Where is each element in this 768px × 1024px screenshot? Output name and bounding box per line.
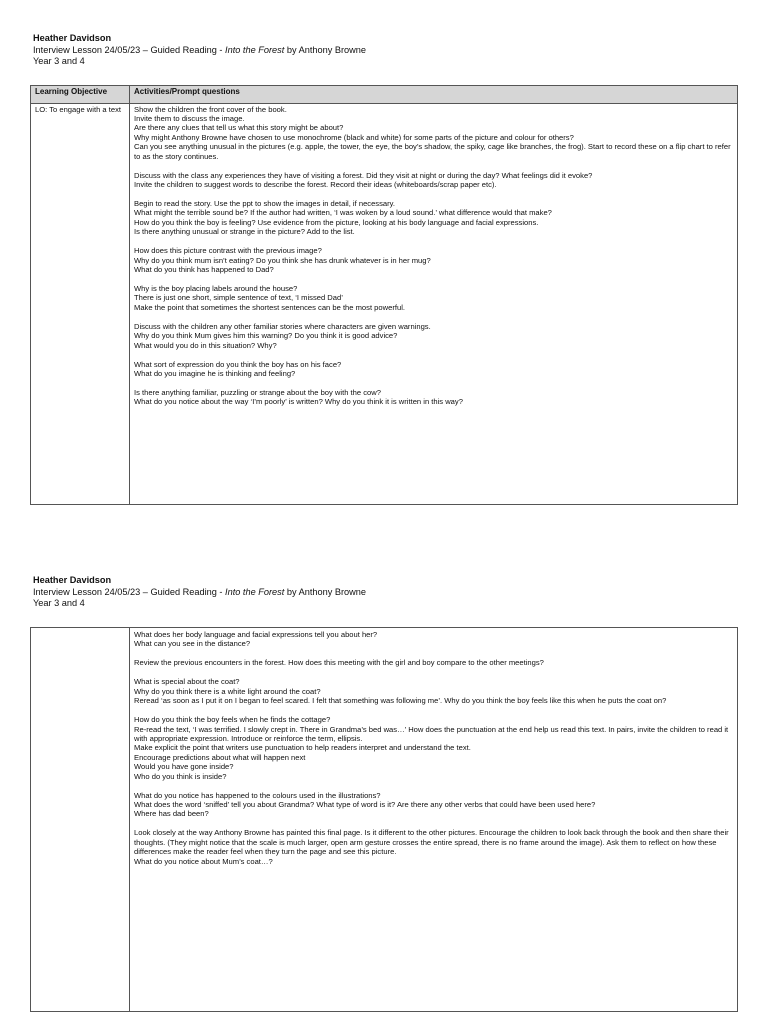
- page-1-header: [33, 33, 366, 68]
- learning-objective-header: Learning Objective: [31, 86, 130, 104]
- prompt-line: Show the children the front cover of the book.: [134, 104, 287, 114]
- paragraph-gap: [134, 781, 733, 791]
- paragraph-gap: [134, 668, 733, 678]
- author-name: Heather Davidson: [33, 575, 112, 585]
- prompt-line: Why do you think mum isn’t eating? Do you think she has drunk whatever is in her mug?: [134, 255, 431, 265]
- prompt-line: Would you have gone inside?: [134, 762, 234, 772]
- lesson-table-page-1: [30, 85, 738, 505]
- prompt-line: Encourage predictions about what will happen next: [134, 752, 306, 762]
- prompt-line: Invite them to discuss the image.: [134, 113, 245, 123]
- prompt-line: Can you see anything unusual in the pictures (e.g. apple, the tower, the eye, the boy’s shadow, the spiky, cage like branches, the frog). Start to record these on a flip chart to refer to as the story continues.: [134, 142, 731, 161]
- prompt-line: What does her body language and facial expressions tell you about her?: [134, 630, 378, 639]
- paragraph-gap: [134, 819, 733, 829]
- prompt-line: Begin to read the story. Use the ppt to show the images in detail, if necessary.: [134, 199, 395, 208]
- prompt-line: What is special about the coat?: [134, 677, 240, 687]
- prompt-line: How does this picture contrast with the previous image?: [134, 246, 322, 256]
- prompt-line: Look closely at the way Anthony Browne has painted this final page. Is it different to the other pictures. Encourage the children to look back through the book and then share their thoughts. (They might notice that the scale is much larger, open arm gesture crosses the entire spread, there is no frame around the image). Ask them to reflect on how these differences make the reader feel when they turn the page and see this picture.: [134, 828, 729, 857]
- prompt-line: What sort of expression do you think the boy has on his face?: [134, 359, 342, 369]
- book-title: Into the Forest: [225, 586, 285, 597]
- lesson-title: Interview Lesson 24/05/23 – Guided Reading - Into the Forest by Anthony Browne: [33, 586, 367, 597]
- lesson-table-page-2: [30, 627, 738, 1012]
- prompt-line: Is there anything unusual or strange in the picture? Add to the list.: [134, 227, 355, 237]
- prompt-line: Invite the children to suggest words to describe the forest. Record their ideas (whiteboards/scrap paper etc).: [134, 180, 497, 189]
- paragraph-gap: [134, 649, 733, 659]
- prompt-line: How do you think the boy feels when he finds the cottage?: [134, 715, 331, 725]
- prompt-line: Review the previous encounters in the forest. How does this meeting with the girl and boy compare to the other meetings?: [134, 658, 544, 668]
- prompt-line: How do you think the boy is feeling? Use evidence from the picture, looking at his body language and facial expressions.: [134, 217, 539, 227]
- prompt-line: Why might Anthony Browne have chosen to use monochrome (black and white) for some parts of the picture and colour for others?: [134, 132, 574, 142]
- paragraph-gap: [134, 274, 733, 284]
- prompt-line: Where has dad been?: [134, 809, 209, 819]
- prompt-line: Make explicit the point that writers use punctuation to help readers interpret and understand the text.: [134, 743, 471, 753]
- prompt-line: What do you imagine he is thinking and feeling?: [134, 369, 296, 379]
- paragraph-gap: [134, 312, 733, 322]
- learning-objective-cell: [31, 103, 130, 504]
- prompt-line: What does the word ‘sniffed’ tell you about Grandma? What type of word is it? Are there any other verbs that could have been used here?: [134, 800, 596, 810]
- prompt-line: Make the point that sometimes the shortest sentences can be the most powerful.: [134, 302, 405, 312]
- year-group: Year 3 and 4: [33, 56, 85, 67]
- prompt-line: Discuss with the children any other familiar stories where characters are given warnings.: [134, 321, 431, 331]
- prompt-line: What do you think has happened to Dad?: [134, 265, 274, 275]
- prompt-line: What can you see in the distance?: [134, 639, 251, 649]
- paragraph-gap: [134, 161, 733, 171]
- prompt-line: Why is the boy placing labels around the house?: [134, 284, 298, 294]
- table-row: [31, 628, 738, 1012]
- learning-objective-text: LO: To engage with a text: [35, 104, 121, 114]
- paragraph-gap: [134, 350, 733, 360]
- prompt-line: Who do you think is inside?: [134, 771, 227, 781]
- table-header-row: [31, 86, 738, 104]
- author-name: Heather Davidson: [33, 33, 112, 43]
- learning-objective-cell-empty: [31, 628, 130, 1012]
- prompt-line: Reread ‘as soon as I put it on I began to feel scared. I felt that something was following me’. Why do you think the boy feels like this when he puts the coat on?: [134, 696, 667, 706]
- paragraph-gap: [134, 189, 733, 199]
- paragraph-gap: [134, 378, 733, 388]
- page-2-header: [33, 575, 366, 610]
- prompt-line: What do you notice about Mum’s coat…?: [134, 856, 273, 866]
- prompt-line: What might the terrible sound be? If the author had written, ‘I was woken by a loud sound.’ what difference would that make?: [134, 208, 552, 218]
- prompt-line: Discuss with the class any experiences they have of visiting a forest. Did they visit at night or during the day? What feelings did it evoke?: [134, 170, 593, 180]
- year-group: Year 3 and 4: [33, 598, 85, 609]
- paragraph-gap: [134, 237, 733, 247]
- prompt-line: What do you notice about the way ‘I’m poorly’ is written? Why do you think it is written in this way?: [134, 397, 463, 407]
- prompt-line: Why do you think Mum gives him this warning? Do you think it is good advice?: [134, 331, 398, 341]
- prompt-line: What would you do in this situation? Why?: [134, 340, 277, 350]
- paragraph-gap: [134, 706, 733, 716]
- prompt-line: Are there any clues that tell us what this story might be about?: [134, 123, 344, 133]
- prompt-line: Re-read the text, ‘I was terrified. I slowly crept in. There in Grandma’s bed was…’ How does the punctuation at the end help us read this text. In pairs, invite the children to read it with appropriate expression. Introduce or reinforce the term, ellipsis.: [134, 724, 729, 744]
- activities-cell: [130, 628, 738, 1012]
- prompt-line: What do you notice has happened to the colours used in the illustrations?: [134, 790, 381, 800]
- activities-header: Activities/Prompt questions: [130, 86, 738, 104]
- prompt-line: Is there anything familiar, puzzling or strange about the boy with the cow?: [134, 388, 381, 398]
- activities-cell: [130, 103, 738, 504]
- book-title: Into the Forest: [225, 44, 285, 55]
- prompt-line: Why do you think there is a white light around the coat?: [134, 686, 321, 696]
- prompt-line: There is just one short, simple sentence of text, ‘I missed Dad’: [134, 293, 343, 303]
- lesson-title: Interview Lesson 24/05/23 – Guided Reading - Into the Forest by Anthony Browne: [33, 44, 367, 55]
- table-row: [31, 103, 738, 504]
